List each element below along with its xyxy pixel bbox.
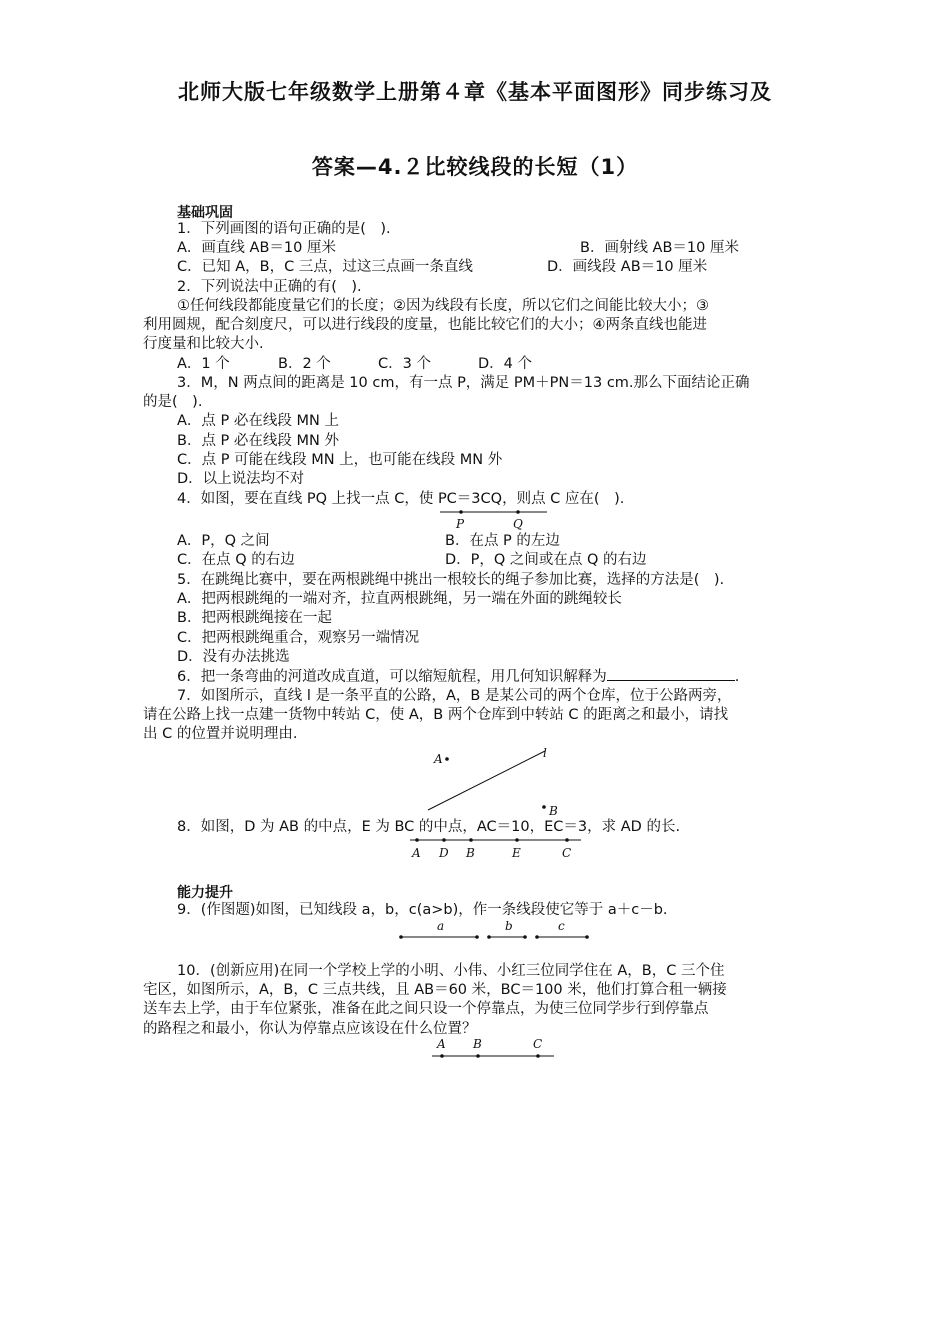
q8-stem: 8．如图，D 为 AB 的中点，E 为 BC 的中点，AC＝10，EC＝3，求 AD 的长. — [177, 819, 681, 835]
q10-fig-label-b: B — [473, 1037, 482, 1051]
q6-end: . — [734, 669, 740, 685]
q5-stem: 5．在跳绳比赛中，要在两根跳绳中挑出一根较长的绳子参加比赛，选择的方法是( ). — [177, 572, 725, 588]
page-title-line2: 答案—4.２比较线段的长短（1） — [311, 155, 639, 179]
q5-option-d: D．没有办法挑选 — [177, 649, 290, 665]
page-title-line1: 北师大版七年级数学上册第４章《基本平面图形》同步练习及 — [178, 80, 772, 104]
q1-option-d: D．画线段 AB＝10 厘米 — [547, 259, 708, 275]
q3-stem-line1: 3．M，N 两点间的距离是 10 cm，有一点 P，满足 PM＋PN＝13 cm.那么下面结论正确 — [177, 375, 750, 391]
q10-line1: 10．(创新应用)在同一个学校上学的小明、小伟、小红三位同学住在 A，B，C 三个住 — [177, 963, 725, 979]
q5-option-a: A．把两根跳绳的一端对齐，拉直两根跳绳，另一端在外面的跳绳较长 — [177, 591, 622, 607]
q4-option-b: B．在点 P 的左边 — [445, 533, 560, 549]
section-basic-heading: 基础巩固 — [177, 205, 233, 221]
q4-fig-label-p: P — [456, 517, 465, 531]
q2-option-c: C．3 个 — [378, 356, 431, 372]
q10-fig-label-a: A — [437, 1037, 446, 1051]
q2-option-b: B．2 个 — [278, 356, 331, 372]
q8-fig-label-c: C — [562, 846, 572, 860]
section-advanced-heading: 能力提升 — [177, 885, 233, 901]
q3-stem-line2: 的是( ). — [143, 394, 203, 410]
q8-fig-label-a: A — [412, 846, 421, 860]
q2-stem: 2．下列说法中正确的有( ). — [177, 279, 362, 295]
q4-stem: 4．如图，要在直线 PQ 上找一点 C，使 PC＝3CQ，则点 C 应在( ). — [177, 491, 625, 507]
q7-line2: 请在公路上找一点建一货物中转站 C，使 A，B 两个仓库到中转站 C 的距离之和最小，请找 — [143, 707, 729, 723]
q8-fig-label-d: D — [439, 846, 449, 860]
q2-body-line2: 利用圆规，配合刻度尺，可以进行线段的度量，也能比较它们的大小；④两条直线也能进 — [143, 317, 707, 333]
q8-fig-label-e: E — [512, 846, 521, 860]
q3-option-d: D．以上说法均不对 — [177, 471, 305, 487]
q2-body-line1: ①任何线段都能度量它们的长度；②因为线段有长度，所以它们之间能比较大小；③ — [177, 298, 709, 314]
q6-stem: 6．把一条弯曲的河道改成直道，可以缩短航程，用几何知识解释为 — [177, 669, 607, 685]
q10-fig-label-c: C — [533, 1037, 543, 1051]
q5-option-c: C．把两根跳绳重合，观察另一端情况 — [177, 630, 420, 646]
q4-option-d: D．P，Q 之间或在点 Q 的右边 — [445, 552, 647, 568]
q2-option-d: D．4 个 — [478, 356, 532, 372]
q9-fig-label-c: c — [558, 919, 565, 933]
q10-figure — [428, 1036, 558, 1060]
q9-fig-label-b: b — [505, 919, 513, 933]
q3-option-c: C．点 P 可能在线段 MN 上，也可能在线段 MN 外 — [177, 452, 503, 468]
q10-line4: 的路程之和最小，你认为停靠点应该设在什么位置？ — [143, 1021, 477, 1037]
q6-answer-blank[interactable] — [607, 667, 735, 681]
q7-fig-label-l: l — [543, 746, 547, 760]
q1-stem: 1．下列画图的语句正确的是( ). — [177, 221, 391, 237]
q8-fig-label-b: B — [466, 846, 475, 860]
q4-figure — [435, 506, 555, 532]
q7-figure — [425, 745, 575, 820]
q2-option-a: A．1 个 — [177, 356, 230, 372]
q7-fig-label-a: A — [434, 752, 443, 766]
q10-line2: 宅区，如图所示，A，B，C 三点共线，且 AB＝60 米，BC＝100 米，他们打算合租一辆接 — [143, 982, 727, 998]
q1-option-b: B．画射线 AB＝10 厘米 — [580, 240, 739, 256]
q1-option-c: C．已知 A，B，C 三点，过这三点画一条直线 — [177, 259, 473, 275]
q9-stem: 9．(作图题)如图，已知线段 a，b，c(a>b)，作一条线段使它等于 a＋c－b. — [177, 902, 668, 918]
q5-option-b: B．把两根跳绳接在一起 — [177, 610, 332, 626]
q6-stem-row — [177, 667, 739, 687]
q7-line1: 7．如图所示，直线 l 是一条平直的公路，A，B 是某公司的两个仓库，位于公路两旁， — [177, 688, 732, 704]
q3-option-b: B．点 P 必在线段 MN 外 — [177, 433, 339, 449]
q9-figure — [395, 919, 595, 943]
q9-fig-label-a: a — [437, 919, 445, 933]
q10-line3: 送车去上学，由于车位紧张，准备在此之间只设一个停靠点，为使三位同学步行到停靠点 — [143, 1001, 709, 1017]
q4-fig-label-q: Q — [513, 517, 523, 531]
q7-line3: 出 C 的位置并说明理由. — [143, 726, 298, 742]
q4-option-a: A．P，Q 之间 — [177, 533, 270, 549]
q3-option-a: A．点 P 必在线段 MN 上 — [177, 413, 339, 429]
q2-body-line3: 行度量和比较大小. — [143, 336, 264, 352]
q7-fig-label-b: B — [549, 804, 558, 818]
q1-option-a: A．画直线 AB＝10 厘米 — [177, 240, 336, 256]
q8-figure — [405, 834, 585, 862]
q4-option-c: C．在点 Q 的右边 — [177, 552, 295, 568]
